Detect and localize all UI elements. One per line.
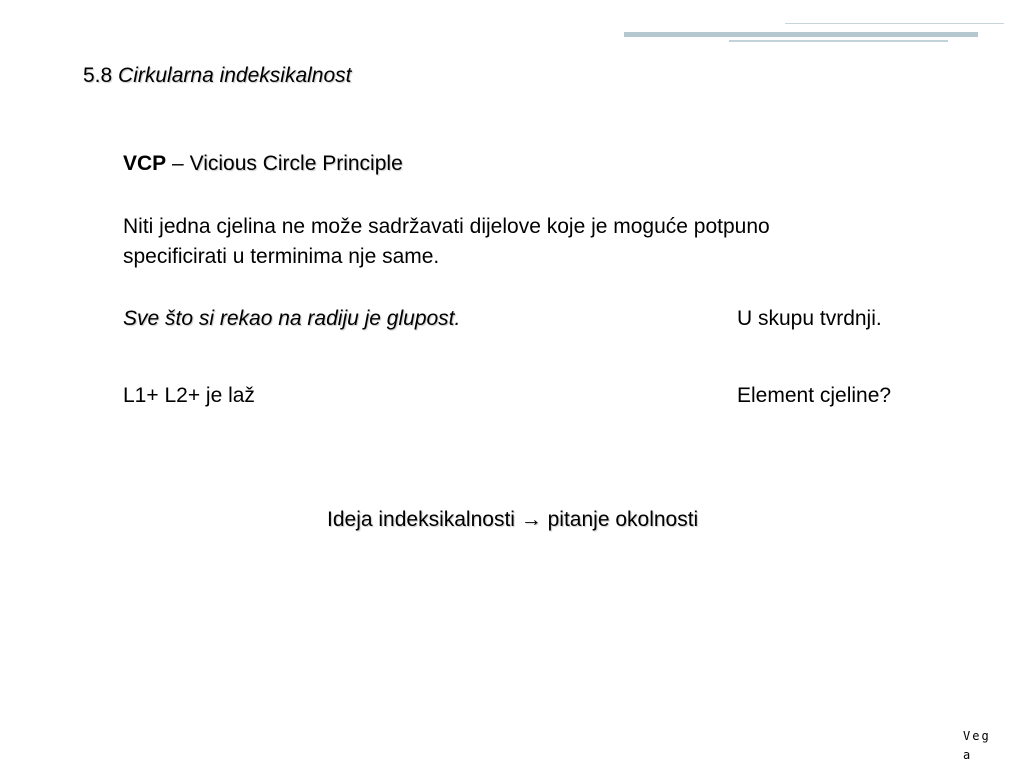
example-quote — [123, 307, 460, 331]
decorative-line-middle — [624, 32, 978, 37]
quote-period: . — [454, 307, 461, 330]
section-title: Cirkularna indeksikalnost — [118, 64, 352, 87]
liar-statement: L1+ L2+ je laž — [123, 384, 255, 407]
vcp-full-name: Vicious Circle Principle — [189, 152, 403, 175]
note-statement-set: U skupu tvrdnji. — [737, 307, 882, 330]
vcp-abbreviation: VCP — [123, 152, 167, 175]
note-whole-element: Element cjeline? — [737, 384, 892, 407]
footer-author: Vega — [963, 729, 991, 762]
vcp-line — [123, 152, 403, 176]
section-heading — [83, 64, 352, 88]
section-number: 5.8 — [83, 64, 113, 87]
conclusion-line: Ideja indeksikalnosti → pitanje okolnosti — [327, 508, 699, 531]
vcp-dash: – — [172, 152, 184, 175]
definition-line-2: specificirati u terminima nje same. — [123, 245, 440, 268]
decorative-line-top — [785, 23, 1004, 24]
quote-text: Sve što si rekao na radiju je glupost — [123, 307, 455, 330]
principle-definition — [123, 212, 770, 272]
decorative-line-bottom — [729, 40, 948, 42]
definition-line-1: Niti jedna cjelina ne može sadržavati dijelove koje je moguće potpuno — [123, 215, 770, 238]
